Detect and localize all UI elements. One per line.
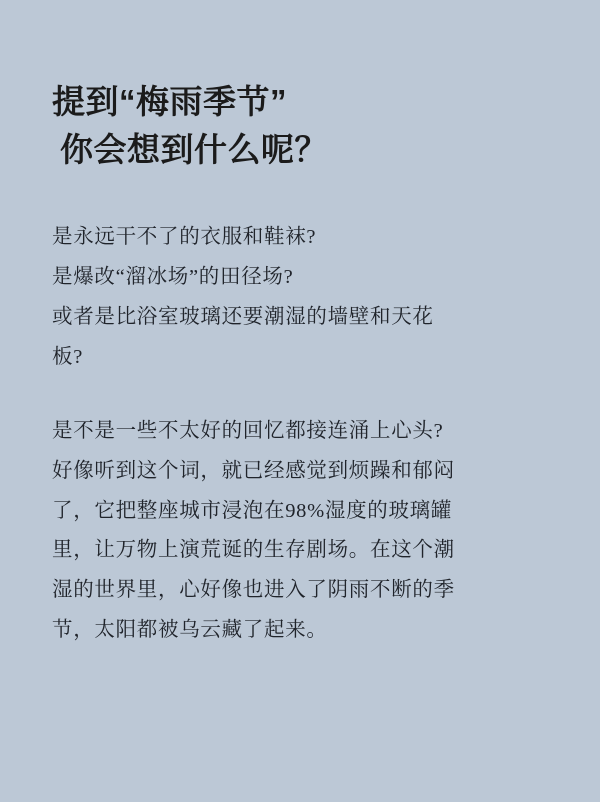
body-line: 是爆改“溜冰场”的田径场? <box>52 265 294 288</box>
body-line: 了，它把整座城市浸泡在98%湿度的玻璃罐 <box>52 499 453 522</box>
body-line: 是永远干不了的衣服和鞋袜? <box>52 225 317 248</box>
body-line: 湿的世界里，心好像也进入了阴雨不断的季 <box>52 579 455 602</box>
body-paragraph-2 <box>52 412 548 652</box>
body-line: 好像听到这个词，就已经感觉到烦躁和郁闷 <box>52 459 455 482</box>
body-line: 或者是比浴室玻璃还要潮湿的墙壁和天花 <box>52 305 434 328</box>
body-paragraph-1 <box>52 218 548 378</box>
body-line: 是不是一些不太好的回忆都接连涌上心头? <box>52 419 444 442</box>
body-line: 里，让万物上演荒诞的生存剧场。在这个潮 <box>52 539 455 562</box>
page-title-line-1: 提到“梅雨季节” <box>52 83 287 120</box>
body-line: 板? <box>52 345 83 368</box>
body-line: 节，太阳都被乌云藏了起来。 <box>52 619 328 642</box>
page-title <box>52 78 548 174</box>
page-title-line-2: 你会想到什么呢？ <box>60 130 328 168</box>
